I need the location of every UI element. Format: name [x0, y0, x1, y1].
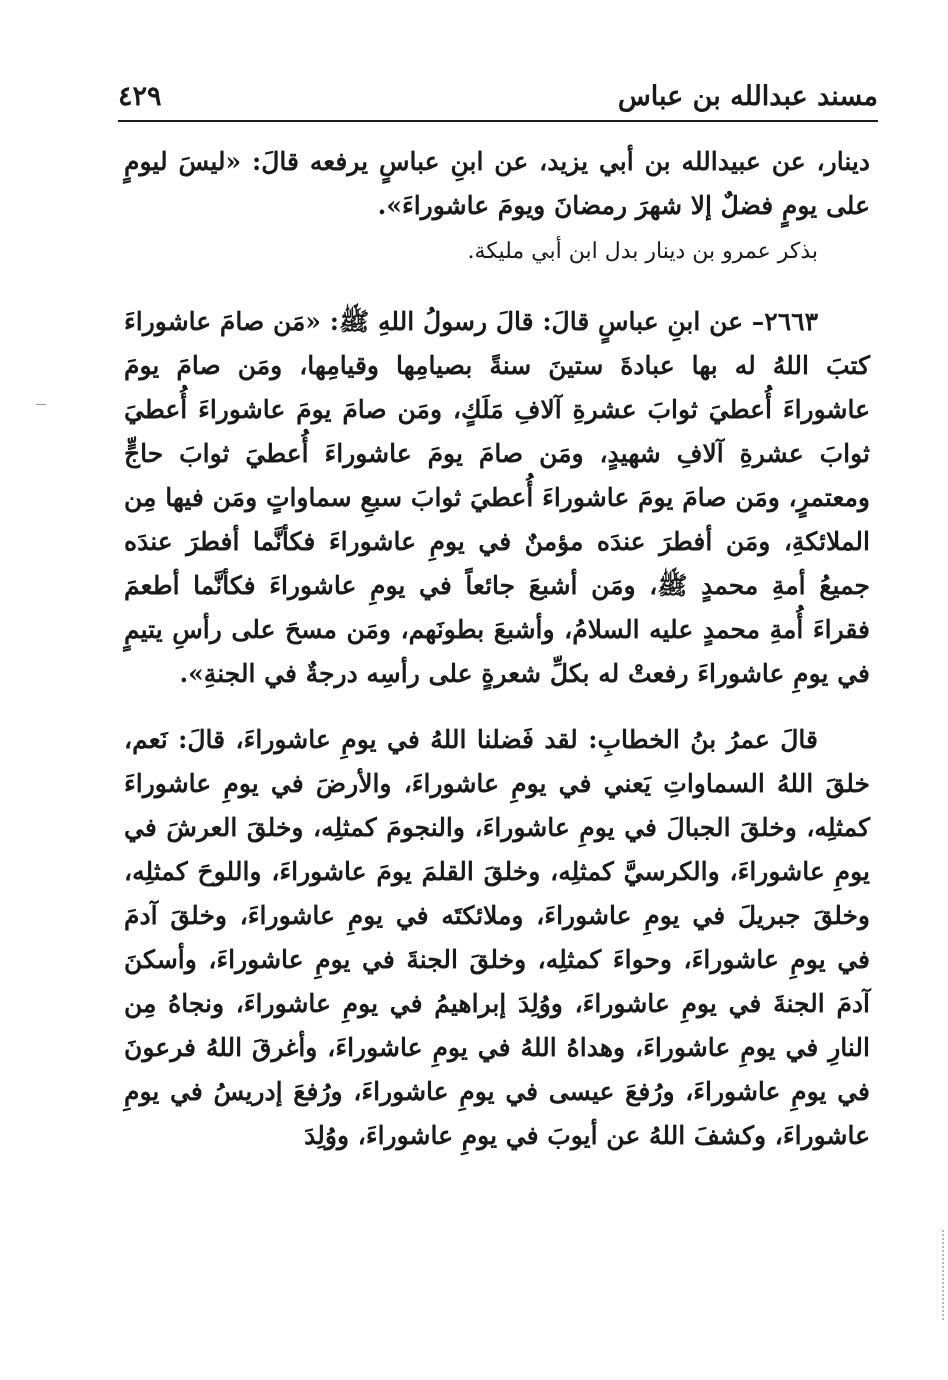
page-body: [124, 140, 870, 1158]
binding-edge-dots: [938, 1230, 944, 1320]
editor-note: بذكر عمرو بن دينار بدل ابن أبي مليكة.: [467, 239, 818, 264]
header-divider: [118, 120, 878, 122]
page-header: [118, 78, 878, 118]
intro-paragraph: دينار، عن عبيدالله بن أبي يزيد، عن ابنِ عباسٍ يرفعه قالَ: «ليسَ ليومٍ على يومٍ فضلٌ إلا شهرَ رمضانَ ويومَ عاشوراءَ».: [124, 147, 870, 220]
hadith-paragraph: ٢٦٦٣– عن ابنِ عباسٍ قالَ: قالَ رسولُ اللهِ ﷺ: «مَن صامَ عاشوراءَ كتبَ اللهُ له بها عبادةَ ستينَ سنةً بصيامِها وقيامِها، ومَن صامَ يومَ عاشوراءَ أُعطيَ ثوابَ عشرةِ آلافِ مَلَكٍ، ومَن صامَ يومَ عاشوراءَ أُعطيَ ثوابَ عشرةِ آلافِ شهيدٍ، ومَن صامَ يومَ عاشوراءَ أُعطيَ ثوابَ حاجٍّ ومعتمرٍ، ومَن صامَ يومَ عاشوراءَ أُعطيَ ثوابَ سبعِ سماواتٍ ومَن فيها مِن الملائكةِ، ومَن أفطرَ عندَه مؤمنٌ في يومِ عاشوراءَ فكأنَّما أفطرَ عندَه جميعُ أمةِ محمدٍ ﷺ، ومَن أشبعَ جائعاً في يومِ عاشوراءَ فكأنَّما أطعمَ فقراءَ أُمةِ محمدٍ عليه السلامُ، وأشبعَ بطونَهم، ومَن مسحَ على رأسِ يتيمٍ في يومِ عاشوراءَ رفعتْ له بكلِّ شعرةٍ على رأسِه درجةٌ في الجنةِ».: [124, 307, 870, 688]
running-title: مسند عبدالله بن عباس: [617, 81, 878, 112]
athar-paragraph: قالَ عمرُ بنُ الخطابِ: لقد فَضلنا اللهُ في يومِ عاشوراءَ، قالَ: نَعم، خلقَ اللهُ السماواتِ يَعني في يومِ عاشوراءَ، والأرضَ في يومِ عاشوراءَ كمثلِه، وخلقَ الجبالَ في يومِ عاشوراءَ، والنجومَ كمثلِه، وخلقَ العرشَ في يومِ عاشوراءَ، والكرسيَّ كمثلِه، وخلقَ القلمَ يومَ عاشوراءَ، واللوحَ كمثلِه، وخلقَ جبريلَ في يومِ عاشوراءَ، وملائكتَه في يومِ عاشوراءَ، وخلقَ آدمَ في يومِ عاشوراءَ، وحواءَ كمثلِه، وخلقَ الجنةَ في يومِ عاشوراءَ، وأسكنَ آدمَ الجنةَ في يومِ عاشوراءَ، ووُلِدَ إبراهيمُ في يومِ عاشوراءَ، ونجاهُ مِن النارِ في يومِ عاشوراءَ، وهداهُ اللهُ في يومِ عاشوراءَ، وأغرقَ اللهُ فرعونَ في يومِ عاشوراءَ، ورُفعَ عيسى في يومِ عاشوراءَ، ورُفعَ إدريسُ في يومِ عاشوراءَ، وكشفَ اللهُ عن أيوبَ في يومِ عاشوراءَ، ووُلِدَ: [124, 725, 870, 1150]
margin-mark: [36, 404, 46, 405]
page-number: ٤٢٩: [118, 81, 162, 112]
